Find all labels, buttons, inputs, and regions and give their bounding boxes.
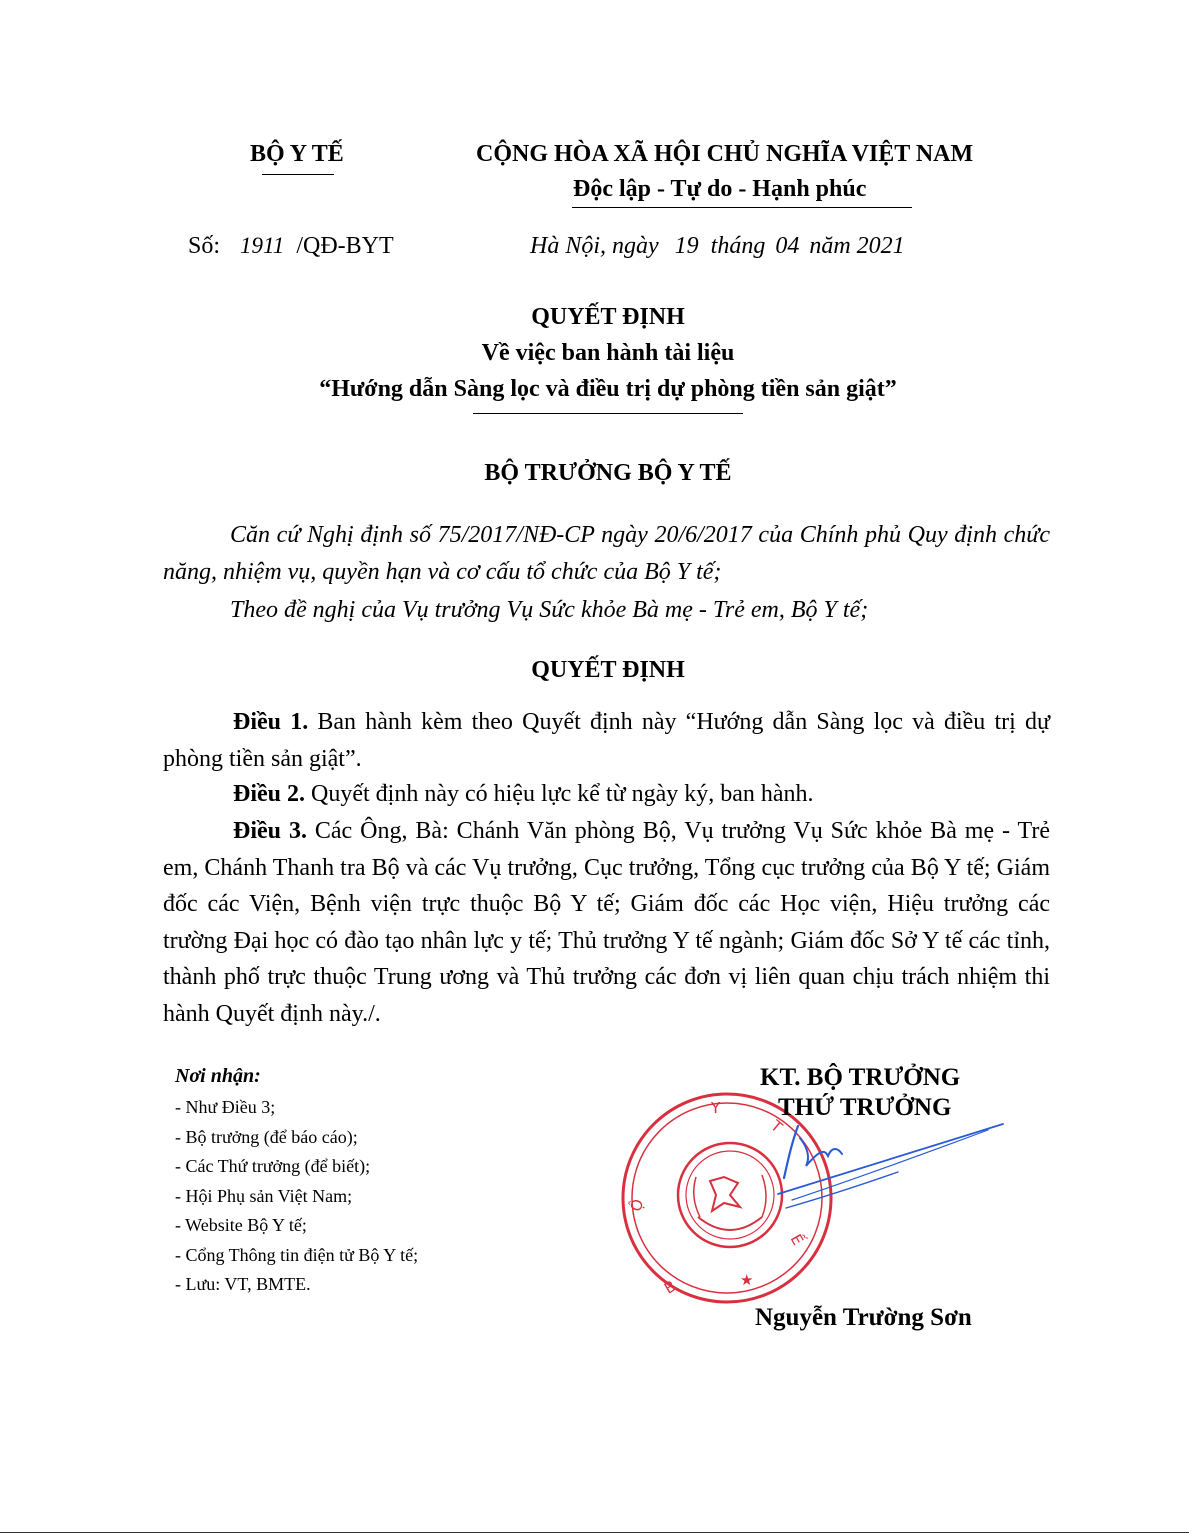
handwritten-signature-icon <box>748 1108 1010 1218</box>
recipient-item: - Như Điều 3; <box>175 1097 276 1117</box>
date-line <box>530 228 905 264</box>
agency-name: BỘ Y TẾ <box>250 141 344 167</box>
article-3-label: Điều 3. <box>233 818 307 844</box>
date-year: năm 2021 <box>809 233 905 259</box>
doc-number-suffix: /QĐ-BYT <box>296 233 394 259</box>
svg-text:B: B <box>661 1276 679 1298</box>
doc-number-value: 1911 <box>240 233 285 258</box>
page-bottom-rule <box>0 1532 1189 1533</box>
recipient-item: - Bộ trưởng (để báo cáo); <box>175 1126 358 1147</box>
doc-number <box>188 228 394 264</box>
document-title: QUYẾT ĐỊNH <box>531 304 685 330</box>
svg-text:★: ★ <box>740 1271 754 1289</box>
preamble-proposal: Theo đề nghị của Vụ trưởng Vụ Sức khỏe Bà mẹ - Trẻ em, Bộ Y tế; <box>230 597 869 623</box>
agency-underline <box>262 174 334 175</box>
recipient-item: - Website Bộ Y tế; <box>175 1215 307 1235</box>
decision-heading: QUYẾT ĐỊNH <box>531 657 685 683</box>
national-motto: Độc lập - Tự do - Hạnh phúc <box>573 176 867 202</box>
signature-title2: THỨ TRƯỞNG <box>778 1094 952 1121</box>
article-3-text: Các Ông, Bà: Chánh Văn phòng Bộ, Vụ trưởng Vụ Sức khỏe Bà mẹ - Trẻ em, Chánh Thanh tra Bộ và các Vụ trưởng, Cục trưởng, Tổng cục trưởng của Bộ Y tế; Giám đốc các Viện, Bệnh viện trực thuộc Bộ Y tế; Giám đốc các Học viện, Hiệu trưởng các trường Đại học có đào tạo nhân lực y tế; Thủ trưởng Y tế ngành; Giám đốc Sở Y tế các tỉnh, thành phố trực thuộc Trung ương và Thủ trưởng các đơn vị liên quan chịu trách nhiệm thi hành Quyết định này./. <box>163 818 1051 1027</box>
signature-title1: KT. BỘ TRƯỞNG <box>760 1064 961 1091</box>
recipients-list <box>175 1093 418 1300</box>
recipient-item: - Các Thứ trưởng (để biết); <box>175 1156 371 1176</box>
article-1-label: Điều 1. <box>233 709 309 735</box>
document-subject-line1: Về việc ban hành tài liệu <box>481 340 735 366</box>
svg-text:Ế: Ế <box>786 1231 808 1249</box>
article-2-label: Điều 2. <box>233 781 305 807</box>
svg-text:Ộ: Ộ <box>626 1196 648 1214</box>
date-place: Hà Nội, ngày <box>530 233 659 259</box>
doc-number-prefix: Số: <box>188 233 221 259</box>
motto-underline <box>572 207 912 208</box>
recipient-item: - Hội Phụ sản Việt Nam; <box>175 1185 353 1206</box>
article-1 <box>163 704 1050 777</box>
document-subject-line2: “Hướng dẫn Sàng lọc và điều trị dự phòng tiền sản giật” <box>319 376 897 402</box>
svg-text:T: T <box>767 1116 786 1137</box>
title-underline <box>473 413 743 414</box>
signer-name: Nguyễn Trường Sơn <box>755 1304 972 1331</box>
article-2 <box>163 776 1050 813</box>
date-month: 04 <box>775 233 800 259</box>
article-1-text: Ban hành kèm theo Quyết định này “Hướng dẫn Sàng lọc và điều trị dự phòng tiền sản giật”. <box>163 709 1051 772</box>
article-3 <box>163 813 1050 1032</box>
country-name: CỘNG HÒA XÃ HỘI CHỦ NGHĨA VIỆT NAM <box>476 141 974 167</box>
preamble-basis: Căn cứ Nghị định số 75/2017/NĐ-CP ngày 20/6/2017 của Chính phủ Quy định chức năng, nhiệm vụ, quyền hạn và cơ cấu tổ chức của Bộ Y tế; <box>163 522 1050 585</box>
date-month-word: tháng <box>710 233 766 259</box>
date-day: 19 <box>674 233 699 259</box>
recipient-item: - Cổng Thông tin điện tử Bộ Y tế; <box>175 1244 419 1265</box>
authority-heading: BỘ TRƯỞNG BỘ Y TẾ <box>484 460 732 486</box>
svg-text:Y: Y <box>711 1099 721 1117</box>
recipients-heading: Nơi nhận: <box>175 1065 261 1087</box>
recipient-item: - Lưu: VT, BMTE. <box>175 1274 311 1294</box>
article-2-text: Quyết định này có hiệu lực kể từ ngày ký, ban hành. <box>305 781 814 807</box>
